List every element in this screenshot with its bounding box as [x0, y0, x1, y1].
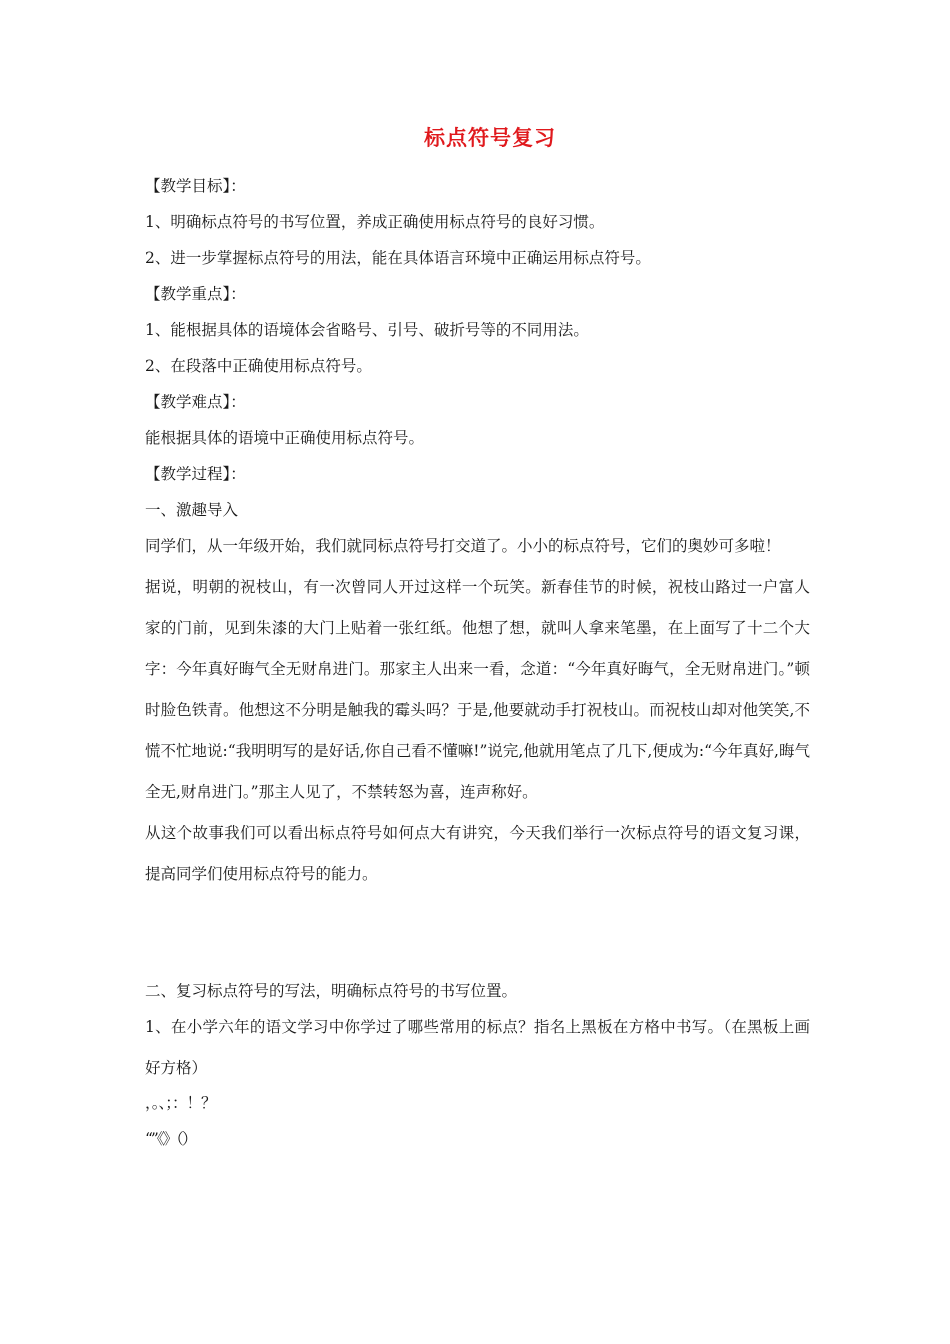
- difficulties-heading: 【教学难点】：: [145, 393, 246, 411]
- section1-paragraph: 同学们，从一年级开始，我们就同标点符号打交道了。小小的标点符号，它们的奥妙可多啦！: [145, 537, 781, 555]
- difficulty-item: 能根据具体的语境中正确使用标点符号。: [145, 429, 425, 447]
- objective-item: 2、进一步掌握标点符号的用法，能在具体语言环境中正确运用标点符号。: [145, 249, 651, 267]
- objectives-heading: 【教学目标】：: [145, 177, 246, 195]
- document-body: [145, 176, 810, 1149]
- section2-title: 二、复习标点符号的写法，明确标点符号的书写位置。: [145, 982, 518, 1000]
- section1-paragraph: 从这个故事我们可以看出标点符号如何点大有讲究，今天我们举行一次标点符号的语文复习课，提高同学们使用标点符号的能力。: [145, 824, 810, 883]
- section1-paragraph: 据说，明朝的祝枝山，有一次曾同人开过这样一个玩笑。新春佳节的时候，祝枝山路过一户富人家的门前，见到朱漆的大门上贴着一张红纸。他想了想，就叫人拿来笔墨，在上面写了十二个大字：今年真好晦气全无财帛进门。那家主人出来一看，念道：“今年真好晦气，全无财帛进门。”顿时脸色铁青。他想这不分明是触我的霉头吗？于是,他要就动手打祝枝山。而祝枝山却对他笑笑,不慌不忙地说:“我明明写的是好话,你自己看不懂嘛!”说完,他就用笔点了几下,便成为:“今年真好,晦气全无,财帛进门。”那主人见了，不禁转怒为喜，连声称好。: [145, 578, 810, 801]
- key-points-heading: 【教学重点】：: [145, 285, 246, 303]
- section2-paragraph: 1、在小学六年的语文学习中你学过了哪些常用的标点？指名上黑板在方格中书写。（在黑板上画好方格）: [145, 1018, 810, 1077]
- punctuation-marks-line: ，。、；：！？: [145, 1094, 216, 1112]
- document-title: 标点符号复习: [424, 126, 556, 150]
- objective-item: 1、明确标点符号的书写位置，养成正确使用标点符号的良好习惯。: [145, 213, 605, 231]
- process-heading: 【教学过程】：: [145, 465, 246, 483]
- key-point-item: 1、能根据具体的语境体会省略号、引号、破折号等的不同用法。: [145, 321, 589, 339]
- section1-title: 一、激趣导入: [145, 501, 239, 519]
- punctuation-marks-line: “”《》（）: [145, 1130, 196, 1148]
- key-point-item: 2、在段落中正确使用标点符号。: [145, 357, 372, 375]
